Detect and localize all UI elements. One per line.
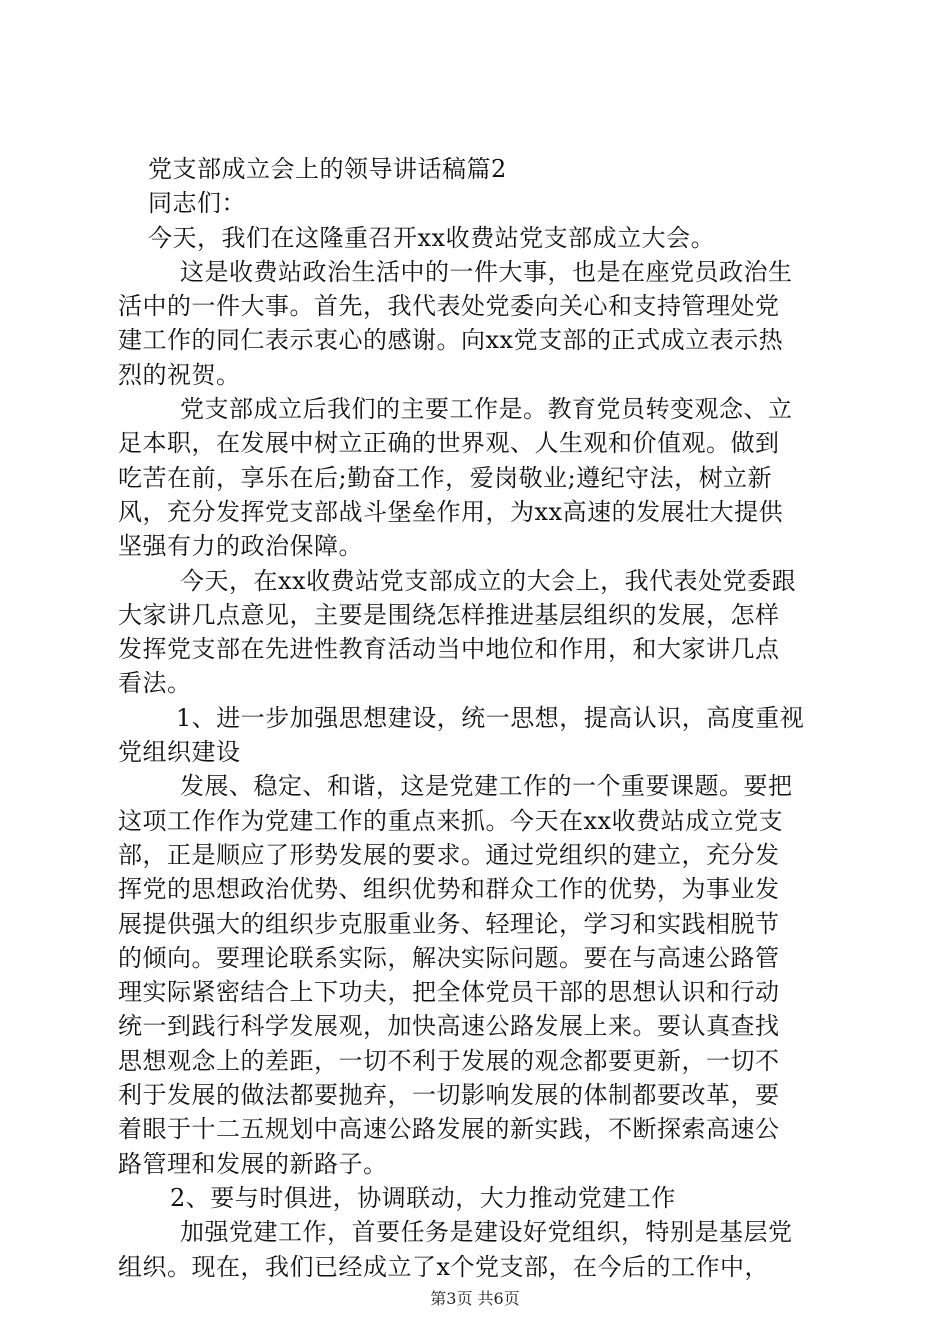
text-line: 这项工作作为党建工作的重点来抓。今天在xx收费站成立党支 xyxy=(118,806,784,835)
text-line: 的倾向。要理论联系实际，解决实际问题。要在与高速公路管 xyxy=(118,943,780,972)
text-line: 看法。 xyxy=(118,669,192,698)
text-line: 足本职，在发展中树立正确的世界观、人生观和价值观。做到 xyxy=(118,429,780,458)
text-line: 展提供强大的组织步克服重业务、轻理论，学习和实践相脱节 xyxy=(118,909,780,938)
section-heading: 党组织建设 xyxy=(118,738,241,767)
text-line: 党支部成立后我们的主要工作是。教育党员转变观念、立 xyxy=(180,395,793,424)
text-line: 今天，在xx收费站党支部成立的大会上，我代表处党委跟 xyxy=(180,566,797,595)
text-line: 这是收费站政治生活中的一件大事，也是在座党员政治生 xyxy=(180,257,793,286)
text-line: 思想观念上的差距，一切不利于发展的观念都要更新，一切不 xyxy=(118,1046,780,1075)
text-line: 部，正是顺应了形势发展的要求。通过党组织的建立，充分发 xyxy=(118,840,780,869)
text-line: 理实际紧密结合上下功夫，把全体党员干部的思想认识和行动 xyxy=(118,978,780,1007)
document-body xyxy=(118,152,838,1284)
salutation: 同志们： xyxy=(148,189,246,218)
text-line: 活中的一件大事。首先，我代表处党委向关心和支持管理处党 xyxy=(118,292,780,321)
text-line: 利于发展的做法都要抛弃，一切影响发展的体制都要改革，要 xyxy=(118,1081,780,1110)
text-line: 发挥党支部在先进性教育活动当中地位和作用，和大家讲几点 xyxy=(118,635,780,664)
text-line: 风，充分发挥党支部战斗堡垒作用，为xx高速的发展壮大提供 xyxy=(118,497,784,526)
text-line: 吃苦在前，享乐在后;勤奋工作，爱岗敬业;遵纪守法，树立新 xyxy=(118,463,773,492)
text-line: 加强党建工作，首要任务是建设好党组织，特别是基层党 xyxy=(180,1218,793,1247)
text-line: 发展、稳定、和谐，这是党建工作的一个重要课题。要把 xyxy=(180,772,793,801)
page-footer: 第3页 共6页 xyxy=(430,1289,520,1308)
section-heading: 1、进一步加强思想建设，统一思想，提高认识，高度重视 xyxy=(176,703,805,732)
text-line: 坚强有力的政治保障。 xyxy=(118,532,363,561)
section-heading: 2、要与时俱进，协调联动，大力推动党建工作 xyxy=(170,1183,676,1212)
document-title: 党支部成立会上的领导讲话稿篇2 xyxy=(148,155,507,183)
text-line: 统一到践行科学发展观，加快高速公路发展上来。要认真查找 xyxy=(118,1012,780,1041)
text-line: 着眼于十二五规划中高速公路发展的新实践，不断探索高速公 xyxy=(118,1115,780,1144)
text-line: 今天，我们在这隆重召开xx收费站党支部成立大会。 xyxy=(148,223,716,252)
text-line: 烈的祝贺。 xyxy=(118,360,241,389)
text-line: 组织。现在，我们已经成立了x个党支部，在今后的工作中， xyxy=(118,1252,770,1281)
text-line: 建工作的同仁表示衷心的感谢。向xx党支部的正式成立表示热 xyxy=(118,326,784,355)
text-line: 大家讲几点意见，主要是围绕怎样推进基层组织的发展，怎样 xyxy=(118,600,780,629)
text-line: 路管理和发展的新路子。 xyxy=(118,1149,388,1178)
text-line: 挥党的思想政治优势、组织优势和群众工作的优势，为事业发 xyxy=(118,875,780,904)
